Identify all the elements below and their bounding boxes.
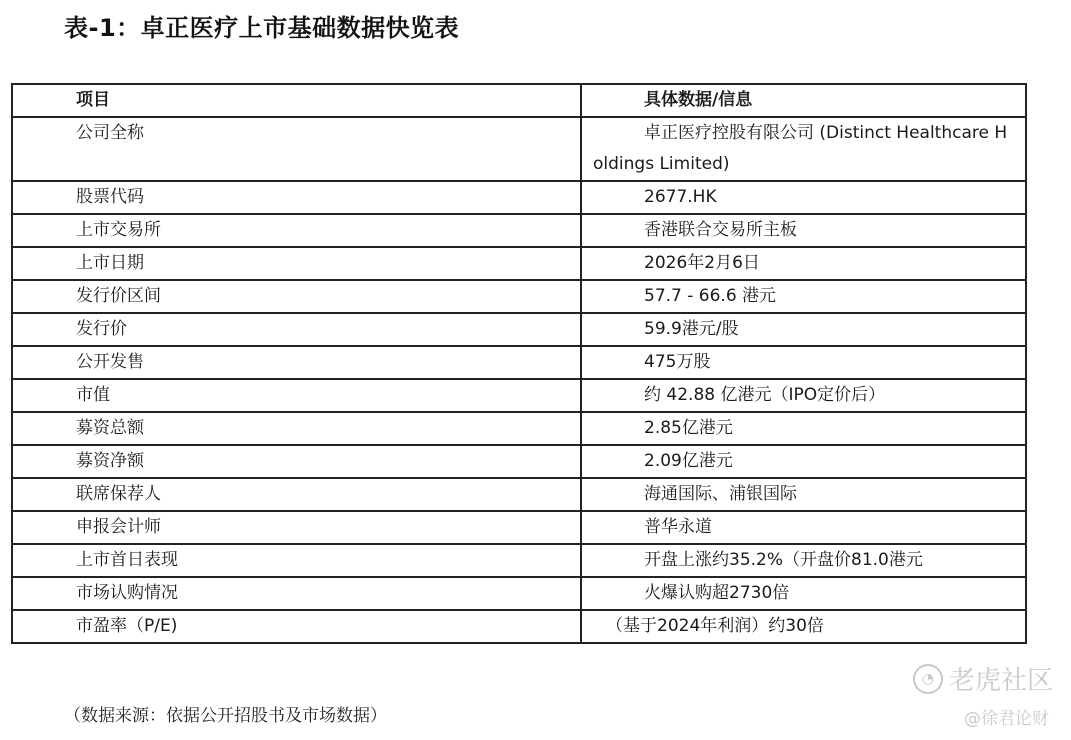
table-row	[12, 214, 1026, 247]
row-label: 上市首日表现	[12, 544, 581, 577]
table-row	[12, 478, 1026, 511]
table-row	[12, 346, 1026, 379]
row-label: 募资总额	[12, 412, 581, 445]
table-row	[12, 412, 1026, 445]
row-value: 普华永道	[581, 511, 1026, 544]
row-value: 57.7 - 66.6 港元	[581, 280, 1026, 313]
table-row	[12, 610, 1026, 643]
row-value: 香港联合交易所主板	[581, 214, 1026, 247]
row-label: 股票代码	[12, 181, 581, 214]
header-item: 项目	[12, 84, 581, 117]
row-label: 申报会计师	[12, 511, 581, 544]
table-header-row	[12, 84, 1026, 117]
row-label: 募资净额	[12, 445, 581, 478]
table-row	[12, 313, 1026, 346]
row-value: 2.85亿港元	[581, 412, 1026, 445]
row-label: 公开发售	[12, 346, 581, 379]
row-value: 卓正医疗控股有限公司 (Distinct Healthcare Holdings Limited)	[581, 117, 1026, 181]
table-row	[12, 280, 1026, 313]
row-label: 发行价	[12, 313, 581, 346]
tiger-logo-icon: ◔	[913, 664, 943, 694]
page-title: 表-1：卓正医疗上市基础数据快览表	[64, 14, 460, 42]
table-row	[12, 544, 1026, 577]
row-value: 475万股	[581, 346, 1026, 379]
row-label: 上市日期	[12, 247, 581, 280]
table-row	[12, 577, 1026, 610]
row-label: 公司全称	[12, 117, 581, 181]
row-value: 2026年2月6日	[581, 247, 1026, 280]
row-label: 市值	[12, 379, 581, 412]
row-value: 海通国际、浦银国际	[581, 478, 1026, 511]
source-note: （数据来源：依据公开招股书及市场数据）	[64, 706, 387, 726]
table-row	[12, 445, 1026, 478]
table-row	[12, 511, 1026, 544]
row-label: 市场认购情况	[12, 577, 581, 610]
row-label: 联席保荐人	[12, 478, 581, 511]
watermark-brand	[913, 660, 1053, 697]
row-value: 2677.HK	[581, 181, 1026, 214]
row-value: 2.09亿港元	[581, 445, 1026, 478]
watermark-author: @徐君论财	[964, 709, 1049, 729]
row-label: 上市交易所	[12, 214, 581, 247]
data-table	[11, 83, 1027, 644]
table-row	[12, 247, 1026, 280]
row-value: 59.9港元/股	[581, 313, 1026, 346]
header-details: 具体数据/信息	[581, 84, 1026, 117]
row-value: 火爆认购超2730倍	[581, 577, 1026, 610]
table-row	[12, 181, 1026, 214]
row-value: 约 42.88 亿港元（IPO定价后）	[581, 379, 1026, 412]
row-value: （基于2024年利润）约30倍	[581, 610, 1026, 643]
table-row	[12, 117, 1026, 181]
row-label: 市盈率（P/E)	[12, 610, 581, 643]
row-value: 开盘上涨约35.2%（开盘价81.0港元	[581, 544, 1026, 577]
row-label: 发行价区间	[12, 280, 581, 313]
table-row	[12, 379, 1026, 412]
watermark-brand-text: 老虎社区	[948, 666, 1053, 696]
